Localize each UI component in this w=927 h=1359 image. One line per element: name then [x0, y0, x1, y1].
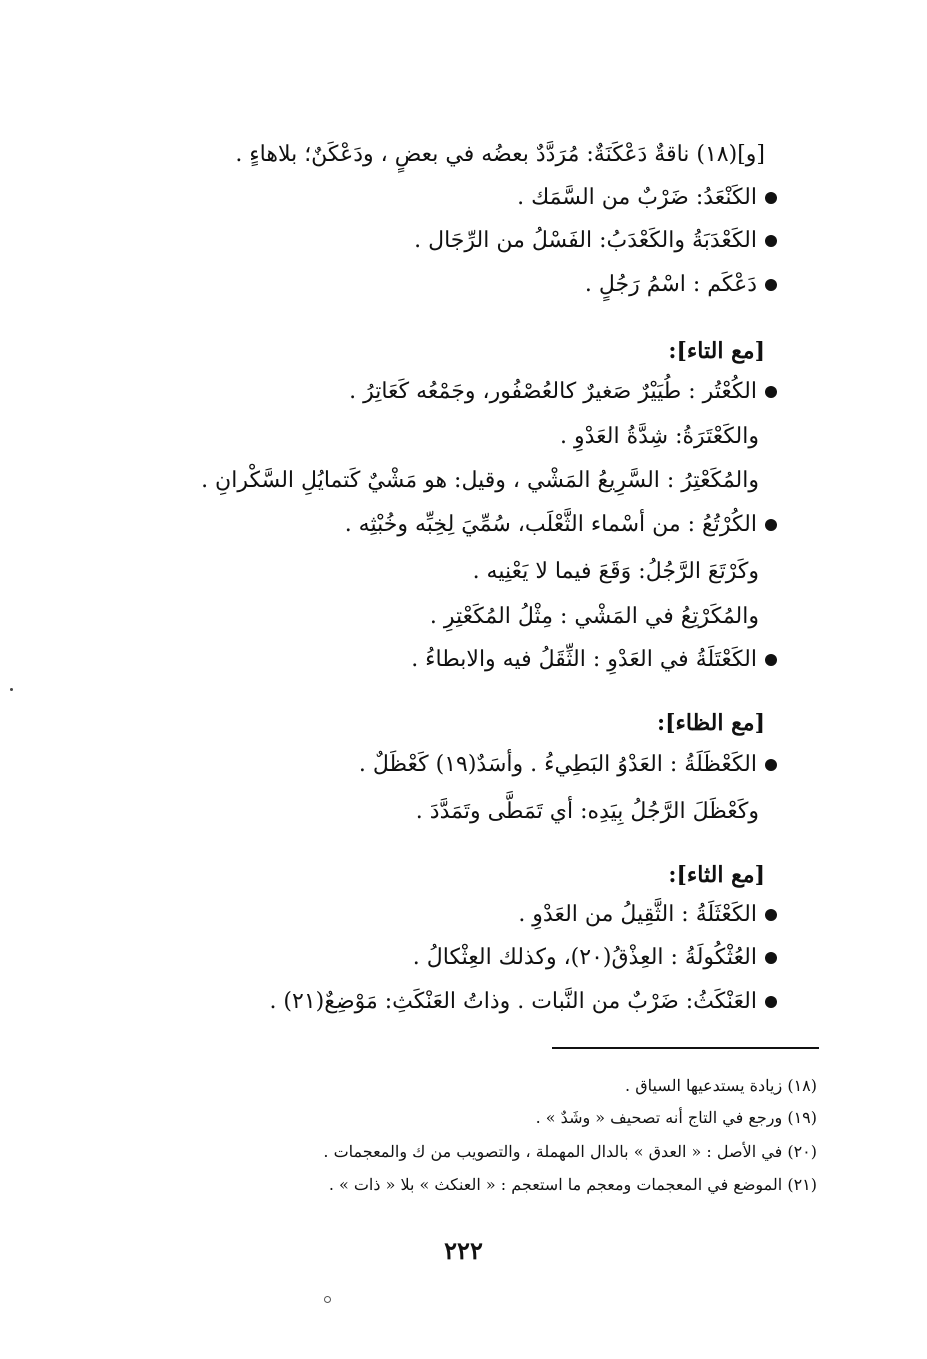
entry-text: العُثْكُولَةُ : العِذْقُ(٢٠)، وكذلك العِثْكالُ .	[412, 945, 757, 970]
footnote-20: (٢٠) في الأصل : « العدق » بالدال المهملة ، والتصويب من ك والمعجمات .	[323, 1142, 817, 1161]
entry-text: دَعْكَم : اسْمُ رَجُلٍ .	[584, 272, 757, 297]
scan-speck	[324, 1296, 331, 1303]
footnote-21: (٢١) الموضع في المعجمات ومعجم ما استعجم : « العنكث » بلا « ذات » .	[328, 1175, 817, 1194]
text-line-katara: والكَعْتَرَةُ: شِدَّةُ العَدْوِ .	[560, 424, 759, 449]
bullet-icon	[765, 235, 777, 247]
entry-kutur	[349, 377, 777, 407]
bullet-icon	[765, 192, 777, 204]
bullet-icon	[765, 519, 777, 531]
footnote-divider	[552, 1047, 819, 1049]
entry-text: العَنْكَثُ: ضَرْبٌ من النَّبات . وذاتُ العَنْكَثِ: مَوْضِعٌ(٢١) .	[269, 989, 757, 1014]
bullet-icon	[765, 759, 777, 771]
bullet-icon	[765, 952, 777, 964]
entry-text: الكَعْتَلَةُ في العَدْوِ : الثِّقَلُ فيه والابطاءُ .	[411, 647, 757, 672]
text-line-1: [و](١٨) ناقةٌ دَعْكَنَةٌ: مُرَدَّدٌ بعضُه في بعضٍ ، ودَعْكَنٌ؛ بلاهاءٍ .	[235, 142, 765, 167]
section-heading-thaa: [مع الثاء]:	[668, 862, 765, 888]
text-line-kazala-verb: وكَعْظَلَ الرَّجُلُ بِيَدِه: أي تَمَطَّى وتَمَدَّدَ .	[415, 799, 759, 824]
footnote-18: (١٨) زيادة يستدعيها السياق .	[625, 1076, 817, 1095]
entry-kurtu	[345, 510, 777, 540]
text-line-kartaa: وكَرْتَعَ الرَّجُلُ: وَقَعَ فيما لا يَعْنِيه .	[472, 559, 759, 584]
entry-dakam	[585, 270, 777, 300]
footnote-19: (١٩) ورجع في التاج أنه تصحيف « وشَدٌ » .	[535, 1108, 817, 1127]
entry-kanad	[517, 183, 777, 213]
bullet-icon	[765, 996, 777, 1008]
bullet-icon	[765, 909, 777, 921]
entry-uthkula	[413, 943, 777, 973]
entry-kadaba	[414, 226, 777, 256]
text-line-mukatir: والمُكَعْتِرُ : السَّرِيعُ المَشْي ، وقيل: هو مَشْيٌ كَتمايُلِ السَّكْرانِ .	[201, 468, 759, 493]
entry-text: الكَعْدَبَةُ والكَعْدَبُ: الفَسْلُ من الرِّجَال .	[414, 228, 757, 253]
page-number: ٢٢٢	[444, 1236, 483, 1265]
bullet-icon	[765, 654, 777, 666]
entry-text: الكُرْتُعُ : من أسْماء الثَّعْلَب، سُمِّيَ لِخِبِّه وخُبْثِه .	[344, 512, 757, 537]
bullet-icon	[765, 279, 777, 291]
entry-ankath	[269, 987, 777, 1017]
section-heading-taa: [مع التاء]:	[668, 338, 765, 364]
entry-text: الكَعْثَلَةُ : الثَّقِيلُ من العَدْوِ .	[518, 902, 757, 927]
scan-speck	[10, 688, 13, 691]
entry-katala	[411, 645, 777, 675]
entry-text: الكُعْتُر : طُيَيْرٌ صَغيرٌ كالعُصْفُور، وجَمْعُه كَعَاتِرُ .	[349, 379, 757, 404]
section-heading-zaa: [مع الظاء]:	[656, 710, 765, 736]
entry-kazala	[359, 750, 777, 780]
entry-text: الكَنْعَدُ: ضَرْبٌ من السَّمَك .	[517, 185, 757, 210]
entry-text: الكَعْظَلَةُ : العَدْوُ البَطِيءُ . وأسَدٌ(١٩) كَعْظَلٌ .	[358, 752, 757, 777]
bullet-icon	[765, 386, 777, 398]
text-line-mukartiu: والمُكَرْتِعُ في المَشْي : مِثْلُ المُكَعْتِرِ .	[429, 604, 759, 629]
entry-kathala	[518, 900, 777, 930]
